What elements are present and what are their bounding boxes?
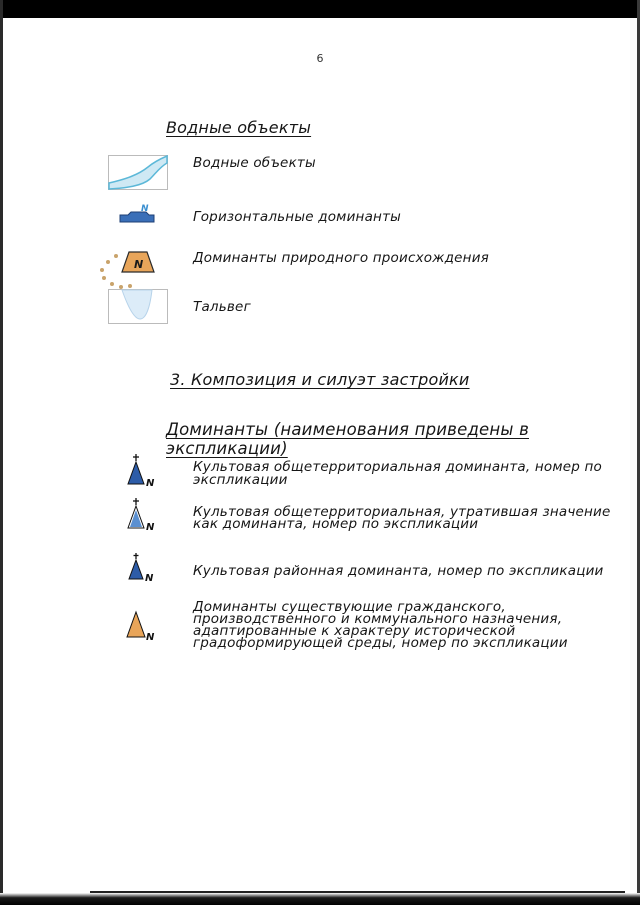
horizontal-dominant-icon [118, 203, 158, 225]
lost-cult-dominant-line1: Культовая общетерриториальная, утратившая значение [193, 504, 611, 520]
scan-bottom-border [0, 893, 640, 905]
thalweg-label: Тальвег [193, 299, 251, 315]
natural-dominant-icon [96, 248, 160, 290]
cult-district-dominant-label: Культовая районная доминанта, номер по экспликации [193, 563, 604, 579]
composition-section-heading: 3. Композиция и силуэт застройки [170, 370, 470, 389]
scan-top-border [0, 0, 640, 18]
civil-dominant-line1: Доминанты существующие гражданского, [193, 599, 506, 615]
scan-left-border [0, 0, 3, 905]
svg-text:N: N [134, 258, 144, 271]
svg-text:N: N [146, 478, 155, 489]
cult-territorial-dominant-line1: Культовая общетерриториальная доминанта, номер по [193, 459, 602, 475]
svg-text:N: N [146, 522, 155, 533]
lost-cult-dominant-icon [126, 497, 160, 533]
dominants-section-heading: Доминанты (наименования приведены в экспликации) [166, 420, 529, 458]
horizontal-dominant-label: Горизонтальные доминанты [193, 209, 401, 225]
civil-dominant-icon [126, 610, 160, 642]
civil-dominant-line2: производственного и коммунального назначения, [193, 611, 563, 627]
water-body-icon [108, 155, 168, 190]
water-body-label: Водные объекты [193, 155, 316, 171]
cult-district-dominant-icon [126, 552, 160, 584]
thalweg-icon [108, 289, 168, 324]
svg-text:N: N [145, 573, 154, 584]
svg-text:N: N [146, 632, 155, 642]
cult-territorial-dominant-line2: экспликации [193, 472, 288, 488]
civil-dominant-line4: градоформирующей среды, номер по экспликации [193, 635, 568, 651]
lost-cult-dominant-line2: как доминанта, номер по экспликации [193, 516, 479, 532]
svg-text:N: N [141, 204, 149, 214]
civil-dominant-line3: адаптированные к характеру исторической [193, 623, 516, 639]
page-number: 6 [316, 52, 324, 65]
cult-territorial-dominant-icon [126, 453, 160, 489]
water-section-heading: Водные объекты [166, 118, 312, 137]
natural-dominant-label: Доминанты природного происхождения [193, 250, 489, 266]
